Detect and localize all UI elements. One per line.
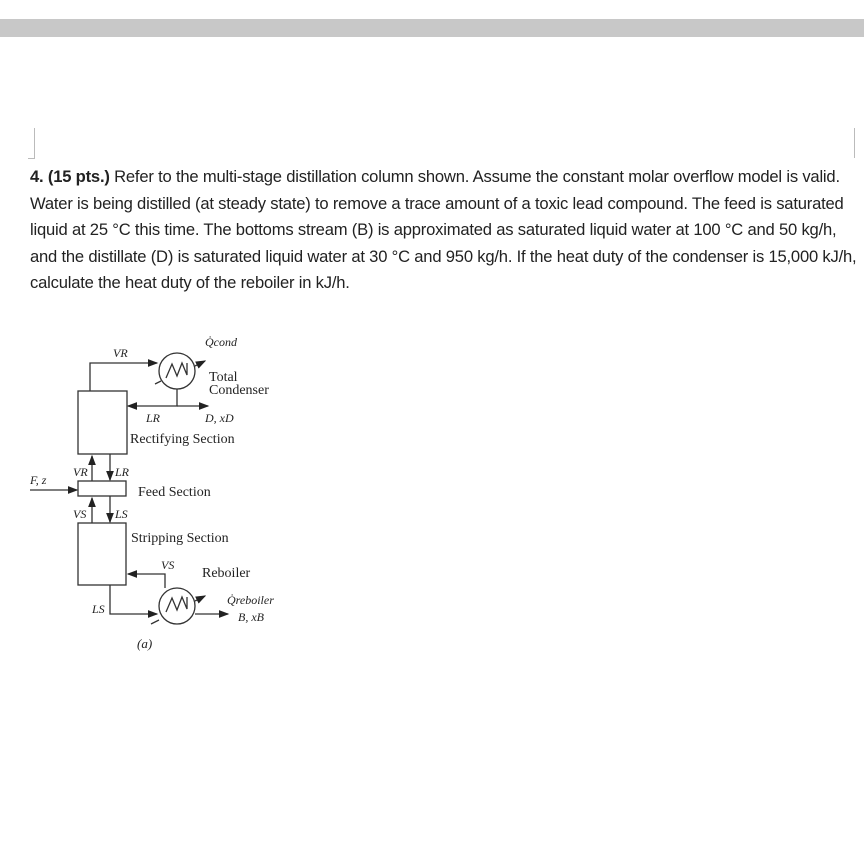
question-points: (15 pts.) — [47, 167, 110, 186]
condenser-icon — [159, 353, 195, 389]
label-vr-top: VR — [113, 346, 128, 360]
label-ls-bot: LS — [92, 602, 105, 616]
label-q-cond: Q̇cond — [205, 335, 237, 349]
label-rectifying: Rectifying Section — [130, 432, 235, 447]
question-number: 4. — [30, 167, 44, 186]
label-vr-mid: VR — [73, 465, 88, 479]
label-condenser: Condenser — [209, 383, 269, 398]
label-reboiler: Reboiler — [202, 566, 251, 581]
question-body: Refer to the multi-stage distillation column shown. Assume the constant molar overflow model is valid. Water is being distilled (at steady state) to remove a trace amount of a toxic lead compound. The feed is saturated liquid at 25 °C this time. The bottoms stream (B) is approximated as saturated liquid water at 100 °C and 50 kg/h, and the distillate (D) is saturated liquid water at 30 °C and 950 kg/h. If the heat duty of the condenser is 15,000 kJ/h, calculate the heat duty of the reboiler in kJ/h. — [30, 167, 857, 293]
label-feed-fz: F, z — [30, 473, 47, 487]
label-feed-section: Feed Section — [138, 485, 211, 500]
rectifying-box — [78, 391, 127, 454]
label-d-xd: D, xD — [205, 411, 234, 425]
label-b-xb: B, xB — [238, 610, 264, 624]
label-q-reboiler: Q̇reboiler — [227, 593, 274, 607]
reboiler-icon — [159, 588, 195, 624]
label-vs-bot: VS — [161, 558, 175, 572]
feed-box — [78, 481, 126, 496]
label-lr-mid: LR — [115, 465, 130, 479]
label-caption: (a) — [137, 636, 153, 651]
label-stripping: Stripping Section — [131, 531, 229, 546]
label-ls-mid: LS — [115, 507, 128, 521]
label-vs-mid: VS — [73, 507, 87, 521]
stripping-box — [78, 523, 126, 585]
label-lr-top: LR — [146, 411, 161, 425]
label-total: Total — [209, 370, 238, 385]
